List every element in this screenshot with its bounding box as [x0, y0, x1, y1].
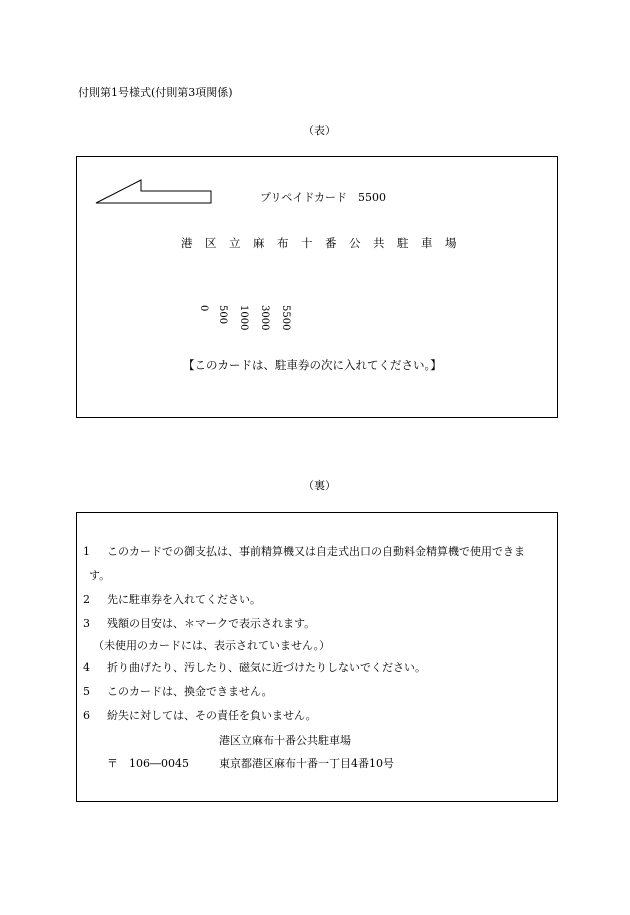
item-number: 1	[83, 545, 90, 558]
insert-instruction: 【このカードは、駐車券の次に入れてください。】	[183, 358, 442, 372]
item-text: 残額の目安は、＊マークで表示されます。	[107, 617, 316, 630]
insert-direction-arrow-icon	[95, 179, 213, 205]
item-text: （未使用のカードには、表示されていません。）	[93, 639, 331, 652]
usage-note-item	[83, 639, 330, 653]
item-text: 折り曲げたり、汚したり、磁気に近づけたりしないでください。	[107, 661, 426, 674]
postal-mark-icon: 〒	[107, 757, 118, 770]
item-number: 4	[83, 661, 90, 674]
balance-scale-mark: 3000	[259, 305, 270, 331]
card-title: プリペイドカード 5500	[260, 191, 387, 204]
usage-note-item	[83, 569, 110, 583]
item-text: 先に駐車券を入れてください。	[107, 593, 261, 606]
usage-note-item	[83, 709, 317, 723]
back-side-heading: （裏）	[303, 479, 336, 492]
usage-note-item	[83, 661, 426, 675]
item-number: 2	[83, 593, 90, 606]
balance-scale-mark: 500	[217, 305, 228, 325]
form-reference-note: 付則第1号様式(付則第3項関係)	[78, 86, 233, 99]
usage-note-item	[83, 617, 315, 631]
issuer-address: 東京都港区麻布十番一丁目4番10号	[219, 757, 394, 770]
balance-scale-mark: 5500	[280, 305, 291, 331]
balance-scale-mark: 1000	[238, 305, 249, 331]
issuer-name: 港区立麻布十番公共駐車場	[219, 734, 351, 747]
card-back	[76, 512, 558, 802]
postal-code-value: 106―0045	[129, 757, 189, 770]
balance-scale-mark: 0	[198, 305, 209, 312]
item-number: 5	[83, 685, 90, 698]
facility-name: 港区立麻布十番公共駐車場	[181, 236, 469, 250]
usage-note-item	[83, 685, 273, 699]
item-number: 3	[83, 617, 90, 630]
usage-note-item	[83, 545, 525, 559]
item-text: このカードは、換金できません。	[107, 685, 273, 698]
card-front	[76, 156, 558, 418]
item-number: 6	[83, 709, 90, 722]
postal-code	[107, 755, 189, 771]
item-text: す。	[89, 569, 111, 582]
item-text: このカードでの御支払は、事前精算機又は自走式出口の自動料金精算機で使用できま	[107, 545, 525, 558]
usage-note-item	[83, 593, 261, 607]
front-side-heading: （表）	[303, 124, 336, 137]
item-text: 紛失に対しては、その責任を負いません。	[107, 709, 317, 722]
